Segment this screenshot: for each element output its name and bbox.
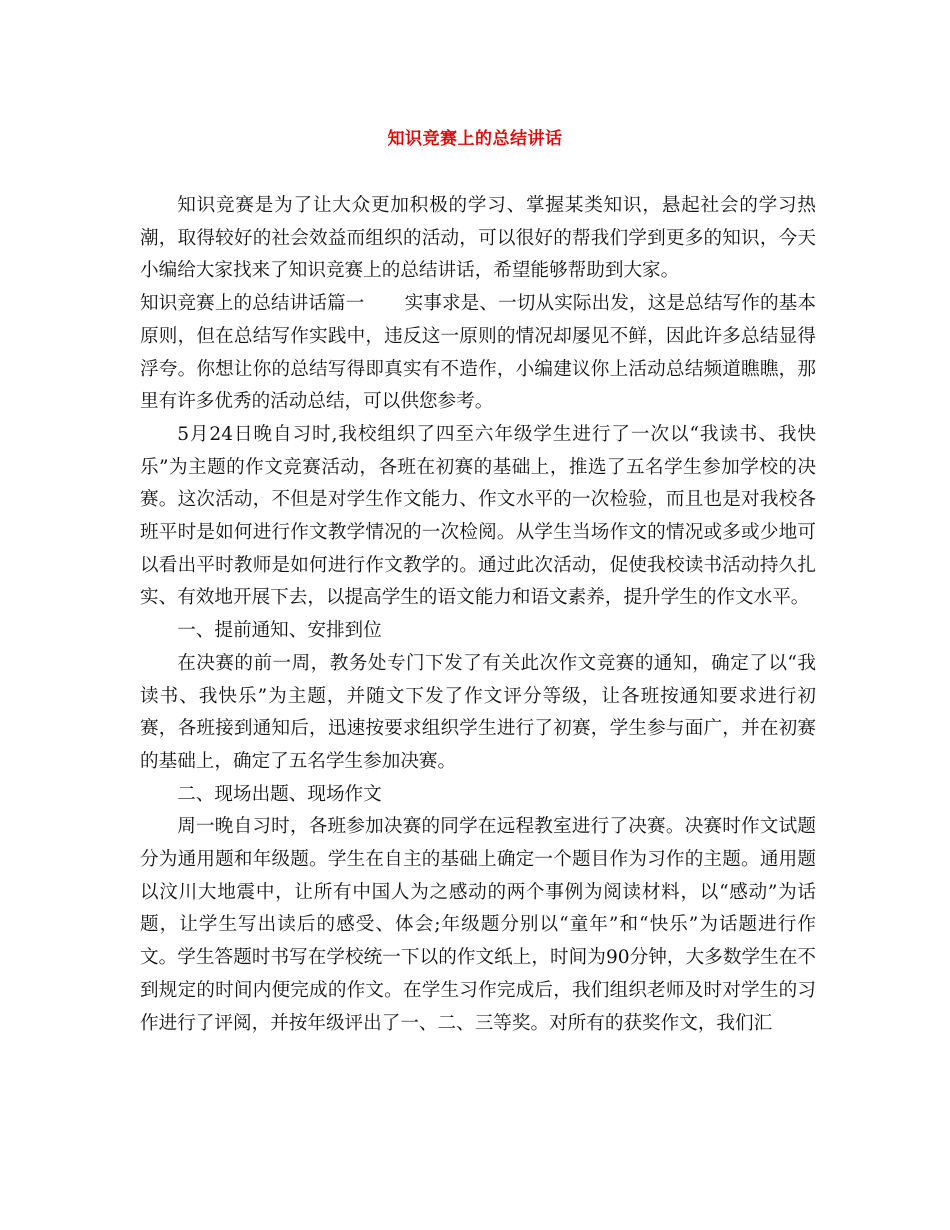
document-title: 知识竞赛上的总结讲话 bbox=[387, 129, 563, 149]
event-paragraph: 5月24日晚自习时,我校组织了四至六年级学生进行了一次以“我读书、我快乐”为主题的作文竞赛活动，各班在初赛的基础上，推选了五名学生参加学校的决赛。这次活动，不但是对学生作文能力、作文水平的一次检验，而且也是对我校各班平时是如何进行作文教学情况的一次检阅。从学生当场作文的情况或多或少地可以看出平时教师是如何进行作文教学的。通过此次活动，促使我校读书活动持久扎实、有效地开展下去，以提高学生的语文能力和语文素养，提升学生的作文水平。 bbox=[140, 423, 816, 609]
section-one-label: 知识竞赛上的总结讲话篇一 bbox=[140, 293, 365, 315]
section-one-text: 实事求是、一切从实际出发，这是总结写作的基本原则，但在总结写作实践中，违反这一原则的情况却屡见不鲜，因此许多总结显得浮夸。你想让你的总结写得即真实有不造作，小编建议你上活动总结频道瞧瞧，那里有许多优秀的活动总结，可以供您参考。 bbox=[140, 293, 816, 413]
section-one-paragraph bbox=[140, 288, 816, 419]
paragraph-two: 周一晚自习时，各班参加决赛的同学在远程教室进行了决赛。决赛时作文试题分为通用题和年级题。学生在自主的基础上确定一个题目作为习作的主题。通用题以汶川大地震中，让所有中国人为之感动的两个事例为阅读材料，以“感动”为话题，让学生写出读后的感受、体会;年级题分别以“童年”和“快乐”为话题进行作文。学生答题时书写在学校统一下以的作文纸上，时间为90分钟，大多数学生在不到规定的时间内便完成的作文。在学生习作完成后，我们组织老师及时对学生的习作进行了评阅，并按年级评出了一、二、三等奖。对所有的获奖作文，我们汇 bbox=[140, 816, 816, 1034]
document-body bbox=[140, 190, 816, 1040]
intro-paragraph: 知识竞赛是为了让大众更加积极的学习、掌握某类知识，悬起社会的学习热潮，取得较好的社会效益而组织的活动，可以很好的帮我们学到更多的知识，今天小编给大家找来了知识竞赛上的总结讲话，希望能够帮助到大家。 bbox=[140, 195, 816, 282]
heading-one: 一、提前通知、安排到位 bbox=[177, 620, 382, 642]
paragraph-one: 在决赛的前一周，教务处专门下发了有关此次作文竞赛的通知，确定了以“我读书、我快乐”为主题，并随文下发了作文评分等级，让各班按通知要求进行初赛，各班接到通知后，迅速按要求组织学生进行了初赛，学生参与面广，并在初赛的基础上，确定了五名学生参加决赛。 bbox=[140, 652, 816, 772]
heading-two: 二、现场出题、现场作文 bbox=[177, 783, 382, 805]
